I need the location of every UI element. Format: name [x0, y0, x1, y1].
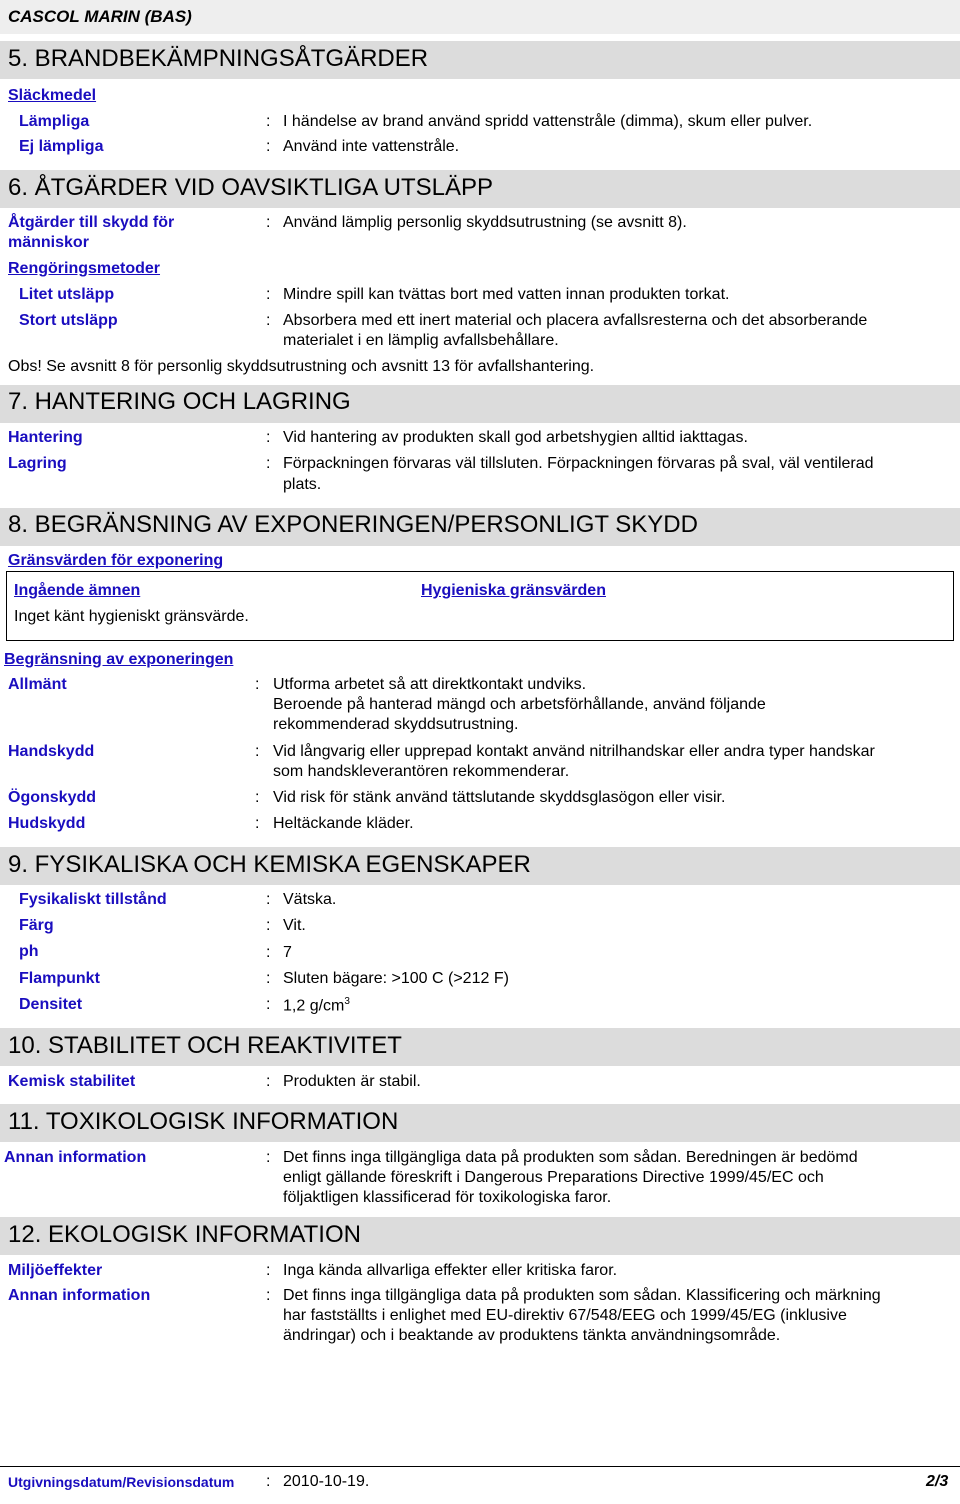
colon: :: [266, 286, 271, 303]
small-spill-label: Litet utsläpp: [19, 286, 115, 303]
colon: :: [266, 1073, 271, 1090]
general-value-cont: Beroende på hanterad mängd och arbetsförhållande, använd följande: [273, 696, 766, 713]
revision-date-value: 2010-10-19.: [283, 1473, 370, 1490]
colon: :: [266, 1149, 271, 1166]
ecology-other-value: Det finns inga tillgängliga data på produkten som sådan. Klassificering och märkning: [283, 1287, 881, 1304]
hand-protection-label: Handskydd: [8, 743, 95, 760]
environmental-effects-label: Miljöeffekter: [8, 1262, 103, 1279]
colon: :: [255, 789, 260, 806]
section-6-title: 6. ÅTGÄRDER VID OAVSIKTLIGA UTSLÄPP: [8, 174, 494, 201]
section-10-title: 10. STABILITET OCH REAKTIVITET: [8, 1032, 402, 1059]
general-value: Utforma arbetet så att direktkontakt undviks.: [273, 676, 587, 693]
colon: :: [266, 970, 271, 987]
protection-value: Använd lämplig personlig skyddsutrustning (se avsnitt 8).: [283, 214, 687, 231]
section-7-title: 7. HANTERING OCH LAGRING: [8, 388, 351, 415]
stability-value: Produkten är stabil.: [283, 1073, 421, 1090]
note-text: Obs! Se avsnitt 8 för personlig skyddsutrustning och avsnitt 13 för avfallshantering.: [8, 358, 595, 375]
colon: :: [266, 944, 271, 961]
physical-state-value: Vätska.: [283, 891, 337, 908]
colon: :: [255, 743, 260, 760]
skin-protection-value: Heltäckande kläder.: [273, 815, 414, 832]
section-12-title: 12. EKOLOGISK INFORMATION: [8, 1221, 361, 1248]
small-spill-value: Mindre spill kan tvättas bort med vatten innan produkten torkat.: [283, 286, 730, 303]
density-value: [283, 996, 350, 1015]
density-superscript: 3: [344, 996, 350, 1007]
revision-date-label: Utgivningsdatum/Revisionsdatum: [8, 1474, 235, 1490]
flash-point-value: Sluten bägare: >100 C (>212 F): [283, 970, 509, 987]
colon: :: [266, 1287, 271, 1304]
toxicology-other-value: Det finns inga tillgängliga data på produkten som sådan. Beredningen är bedömd: [283, 1149, 858, 1166]
colon: :: [266, 113, 271, 130]
unsuitable-label: Ej lämpliga: [19, 138, 104, 155]
toxicology-other-value-cont: enligt gällande föreskrift i Dangerous Preparations Directive 1999/45/EC och: [283, 1169, 824, 1186]
density-label: Densitet: [19, 996, 83, 1013]
ecology-other-value-cont: ändringar) och i beaktande av produktens tänkta användningsområde.: [283, 1327, 781, 1344]
suitable-label: Lämpliga: [19, 113, 90, 130]
handling-value: Vid hantering av produkten skall god arbetshygien alltid iakttagas.: [283, 429, 748, 446]
eye-protection-value: Vid risk för stänk använd tättslutande skyddsglasögon eller visir.: [273, 789, 726, 806]
exposure-subtitle: Begränsning av exponeringen: [4, 651, 234, 668]
hand-protection-value-cont: som handskleverantören rekommenderar.: [273, 763, 570, 780]
color-label: Färg: [19, 917, 54, 934]
section-8-title: 8. BEGRÄNSNING AV EXPONERINGEN/PERSONLIGT SKYDD: [8, 511, 698, 538]
section-11-title: 11. TOXIKOLOGISK INFORMATION: [8, 1108, 399, 1135]
toxicology-other-value-cont: följaktligen klassificerad för toxikologiska faror.: [283, 1189, 612, 1206]
colon: :: [266, 996, 271, 1013]
colon: :: [266, 1262, 271, 1279]
environmental-effects-value: Inga kända allvarliga effekter eller kritiska faror.: [283, 1262, 618, 1279]
section-5-title: 5. BRANDBEKÄMPNINGSÅTGÄRDER: [8, 45, 429, 72]
large-spill-label: Stort utsläpp: [19, 312, 118, 329]
cleaning-subtitle: Rengöringsmetoder: [8, 260, 161, 277]
colon: :: [266, 455, 271, 472]
ph-value: 7: [283, 944, 292, 961]
ph-label: ph: [19, 943, 39, 960]
colon: :: [266, 214, 271, 231]
ecology-other-label: Annan information: [8, 1287, 151, 1304]
storage-value-cont: plats.: [283, 476, 322, 493]
colon: :: [266, 429, 271, 446]
protection-label-cont: människor: [8, 234, 89, 251]
eye-protection-label: Ögonskydd: [8, 789, 97, 806]
general-value-cont: rekommenderad skyddsutrustning.: [273, 716, 519, 733]
skin-protection-label: Hudskydd: [8, 815, 86, 832]
colon: :: [266, 917, 271, 934]
colon: :: [266, 312, 271, 329]
physical-state-label: Fysikaliskt tillstånd: [19, 891, 167, 908]
footer-divider: [0, 1466, 960, 1467]
storage-label: Lagring: [8, 455, 67, 472]
hand-protection-value: Vid långvarig eller upprepad kontakt använd nitrilhandskar eller andra typer handskar: [273, 743, 875, 760]
extinguishing-subtitle: Släckmedel: [8, 87, 97, 104]
storage-value: Förpackningen förvaras väl tillsluten. Förpackningen förvaras på sval, väl ventilerad: [283, 455, 874, 472]
density-number: 1,2 g/cm: [283, 997, 345, 1015]
colon: :: [266, 138, 271, 155]
suitable-value: I händelse av brand använd spridd vattenstråle (dimma), skum eller pulver.: [283, 113, 813, 130]
flash-point-label: Flampunkt: [19, 970, 100, 987]
product-name: CASCOL MARIN (BAS): [8, 7, 192, 26]
limits-subtitle: Gränsvärden för exponering: [8, 552, 224, 569]
general-label: Allmänt: [8, 676, 67, 693]
colon: :: [255, 676, 260, 693]
colon: :: [266, 1473, 271, 1490]
ingredients-header: Ingående ämnen: [14, 582, 141, 599]
colon: :: [255, 815, 260, 832]
handling-label: Hantering: [8, 429, 83, 446]
hygienic-limits-header: Hygieniska gränsvärden: [421, 582, 606, 599]
toxicology-other-label: Annan information: [4, 1149, 147, 1166]
page-number: 2/3: [926, 1473, 949, 1490]
large-spill-value: Absorbera med ett inert material och placera avfallsresterna och det absorberande: [283, 312, 868, 329]
protection-label: Åtgärder till skydd för: [8, 214, 175, 231]
unsuitable-value: Använd inte vattenstråle.: [283, 138, 460, 155]
ecology-other-value-cont: har fastställts i enlighet med EU-direktiv 67/548/EEG och 1999/45/EG (inklusive: [283, 1307, 847, 1324]
large-spill-value-cont: materialet i en lämplig avfallsbehållare.: [283, 332, 559, 349]
colon: :: [266, 891, 271, 908]
no-limit-text: Inget känt hygieniskt gränsvärde.: [14, 608, 249, 625]
stability-label: Kemisk stabilitet: [8, 1073, 136, 1090]
section-9-title: 9. FYSIKALISKA OCH KEMISKA EGENSKAPER: [8, 851, 531, 878]
color-value: Vit.: [283, 917, 306, 934]
